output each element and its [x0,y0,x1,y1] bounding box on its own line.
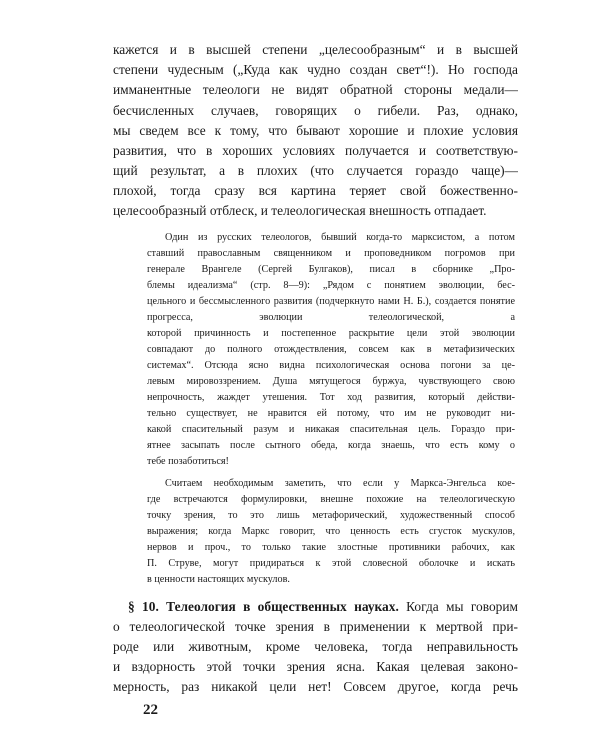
footnote-line: системах“. Отсюда ясно видна психологическая основа погони за це- [147,360,515,371]
text-line: мы сведем все к тому, что бывают хорошие и плохие условия [113,123,518,138]
text-line: и вздорность этой точки зрения ясна. Какая целевая законо- [113,659,518,674]
section-heading: § 10. Телеология в общественных науках. [128,599,399,614]
footnote-line: блемы идеализма“ (стр. 8—9): „Рядом с понятием эволюции, бес- [147,280,515,291]
text-line: о телеологической точке зрения в применении к мертвой при- [113,619,518,634]
footnote-line: совпадают до полного отождествления, совсем как в метафизических [147,344,515,355]
footnote-line: генерале Врангеле (Сергей Булгаков), писал в сборнике „Про- [147,264,515,275]
footnote-line: ятнее засыпать после сытного обеда, когда знаешь, что есть кому о [147,440,515,451]
text-line: щий результат, а в плохих (что случается гораздо чаще)— [113,163,518,178]
text-line: бесчисленных случаев, говорящих о гибели. Раз, однако, [113,103,518,118]
footnote-line: Считаем необходимым заметить, что если у Маркса-Энгельса кое- [165,478,515,489]
text-line: развития, что в хороших условиях получается и соответствую- [113,143,518,158]
text-line: степени чудесным („Куда как чудно создан свет“!). Но господа [113,62,518,77]
footnote-line: цельного и бессмысленного развития (подчеркнуто нами Н. Б.), создается понятие прогресса, эволюции телеологической, а [147,296,515,323]
text-span: Когда мы говорим [406,599,518,614]
footnote-line: которой причинность и постепенное раскрытие цели этой эволюции [147,328,515,339]
footnote-line: Один из русских телеологов, бывший когда-то марксистом, а потом [165,232,515,243]
footnote-line: точку зрения, то это лишь метафорический, художественный способ [147,510,515,521]
footnote-line: непрочность, жаждет утешения. Тот ход развития, который действи- [147,392,515,403]
footnote-line: ставший православным священником и проповедником погромов при [147,248,515,259]
footnote-line: где встречаются формулировки, внешне похожие на телеологическую [147,494,515,505]
page-number: 22 [143,702,158,718]
footnote-line: какой спасительный разум и никакая спасительная цель. Гораздо при- [147,424,515,435]
footnote-line: в ценности настоящих мускулов. [147,574,290,585]
footnote-line: левым мировоззрением. Душа мятущегося буржуа, чувствующего свою [147,376,515,387]
text-line: плохой, тогда сразу вся картина теряет свой божественно- [113,183,518,198]
text-line: имманентные телеологи не видят обратной стороны медали— [113,82,518,97]
footnote-line: тельно существует, не нравится ей потому, что им не руководит ни- [147,408,515,419]
footnote-line: тебе позаботиться! [147,456,229,467]
footnote-line: выражения; когда Маркс говорит, что ценность есть сгусток мускулов, [147,526,515,537]
text-line: роде или животным, кроме человека, тогда неправильность [113,639,518,654]
text-line: кажется и в высшей степени „целесообразным“ и в высшей [113,42,518,57]
footnote-line: П. Струве, могут придираться к этой словесной оболочке и искать [147,558,515,569]
footnote-line: нервов и проч., то только такие злостные противники рабочих, как [147,542,515,553]
text-line: целесообразный отблеск, и телеологическая внешность отпадает. [113,203,487,218]
section-heading-line [128,597,518,617]
text-line: мерность, раз никакой цели нет! Совсем другое, когда речь [113,679,518,694]
